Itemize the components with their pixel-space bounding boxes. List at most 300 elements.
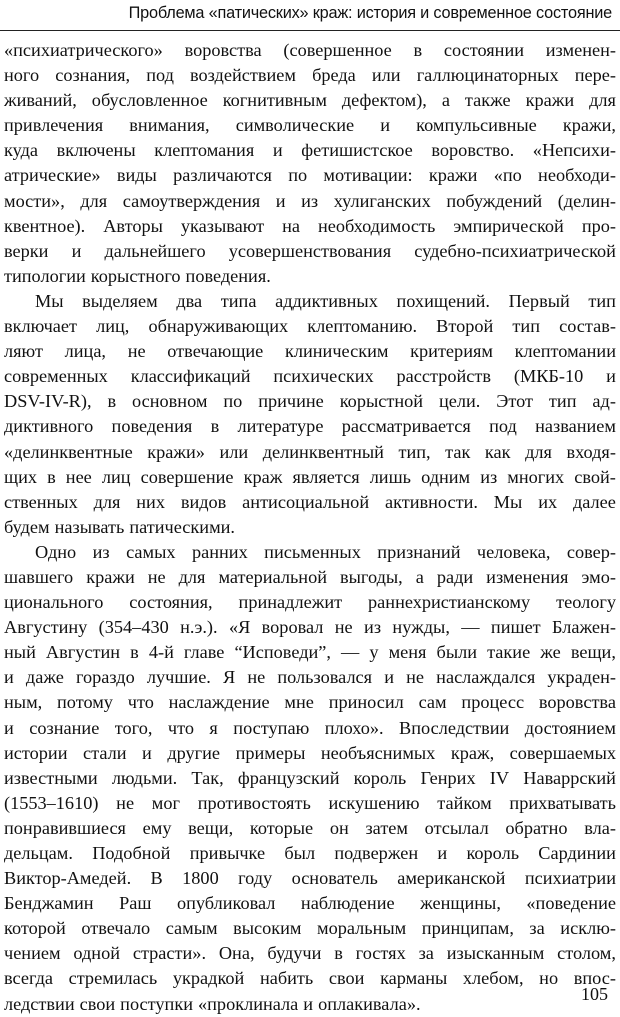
word: пользовался	[277, 667, 373, 688]
word: основном	[132, 391, 208, 412]
word: совер-	[566, 541, 616, 562]
word: сознания,	[55, 65, 131, 86]
word: обратно	[505, 817, 568, 838]
word: (МКБ-10	[513, 366, 584, 387]
word: на	[282, 215, 301, 236]
word: в	[47, 466, 56, 487]
word: далее	[572, 491, 616, 512]
word: по	[288, 165, 308, 186]
word: отсылал	[424, 817, 489, 838]
word: ледствии	[4, 993, 75, 1014]
word: включены	[56, 140, 136, 161]
word: того,	[114, 717, 153, 738]
word: будучи	[267, 943, 322, 964]
word: оплакивала».	[318, 993, 421, 1014]
word: король	[353, 767, 407, 788]
text-line	[4, 565, 616, 590]
word: атрические»	[4, 165, 101, 186]
word: побуждений	[446, 190, 543, 211]
word: прихватывать	[509, 792, 616, 813]
text-line	[4, 615, 616, 640]
word: классификаций	[130, 366, 251, 387]
word: теологу	[556, 592, 616, 613]
word: стремилась	[68, 968, 158, 989]
word: нужды,	[392, 617, 450, 638]
text-line	[4, 941, 616, 966]
word: лиц	[101, 466, 131, 487]
text-line	[4, 239, 616, 264]
word: были	[436, 642, 478, 663]
word: изменения	[486, 566, 569, 587]
word: 4-й	[148, 642, 174, 663]
word: «проклинала	[198, 993, 299, 1014]
word: типологии	[4, 265, 86, 286]
word: —	[341, 642, 360, 663]
text-line	[4, 590, 616, 615]
word: году	[238, 868, 273, 889]
word: французский	[237, 767, 340, 788]
word: называть	[54, 516, 125, 537]
word: также	[464, 90, 511, 111]
word: IV	[489, 767, 510, 788]
word: признаний	[377, 541, 461, 562]
word: тип	[588, 290, 616, 311]
word: поступки	[120, 993, 193, 1014]
word: по	[223, 391, 243, 412]
word: для	[589, 90, 616, 111]
word: принципам,	[421, 918, 514, 939]
text-line	[4, 540, 616, 565]
word: не	[334, 617, 353, 638]
word: и	[71, 240, 82, 261]
word: (1553–1610)	[4, 792, 99, 813]
text-line	[4, 465, 616, 490]
word: одной	[73, 943, 121, 964]
word: затем	[365, 817, 408, 838]
word: диктивного	[4, 416, 94, 437]
word: он	[329, 817, 349, 838]
word: Я	[223, 667, 236, 688]
word: антисоциальной	[242, 491, 370, 512]
word: психических	[273, 366, 374, 387]
word: самым	[165, 918, 218, 939]
word: из	[301, 190, 319, 211]
word: письменных	[264, 541, 361, 562]
word: чением	[4, 943, 61, 964]
word: В	[150, 868, 163, 889]
word: стали	[83, 742, 127, 763]
word: тип	[512, 316, 540, 337]
word: Генрих	[420, 767, 476, 788]
word: сам	[418, 692, 447, 713]
word: мне	[284, 692, 314, 713]
word: «делинквентные	[4, 441, 133, 462]
word: аддиктивных	[275, 290, 378, 311]
word: состоянии	[443, 40, 525, 60]
word: отвечающие	[167, 341, 264, 362]
word: не	[147, 566, 166, 587]
word: про-	[581, 215, 616, 236]
word: а	[441, 90, 450, 111]
word: кражи,	[562, 115, 616, 136]
word: активности.	[384, 491, 478, 512]
word: входя-	[566, 441, 616, 462]
word: ционального	[4, 592, 104, 613]
word: корыстного	[90, 265, 181, 286]
word: свой-	[574, 466, 616, 487]
text-line	[4, 866, 616, 891]
word: Впоследствии	[399, 717, 510, 738]
word: для	[93, 491, 121, 512]
word: галлюцинаторных	[416, 65, 559, 86]
word: женщины,	[420, 893, 501, 914]
word: эмпирической	[453, 215, 564, 236]
word: вла-	[584, 817, 616, 838]
word: корыстной	[339, 391, 424, 412]
word: ляют	[4, 341, 43, 362]
word: выгоды,	[340, 566, 403, 587]
word: совершение	[140, 466, 234, 487]
word: не	[127, 341, 146, 362]
word: воровал	[261, 617, 324, 638]
text-line	[4, 189, 616, 214]
word: Сардинии	[538, 843, 616, 863]
word: и	[272, 140, 283, 161]
word: я	[209, 717, 218, 738]
word: людьми.	[111, 767, 178, 788]
word: “Исповеди”,	[234, 642, 331, 663]
word: приносил	[328, 692, 404, 713]
word: обусловленное	[91, 90, 208, 111]
text-line	[4, 891, 616, 916]
word: самых	[126, 541, 176, 562]
text-line	[4, 515, 616, 540]
word: известными	[4, 767, 98, 788]
word: делинквентный	[262, 441, 384, 462]
word: так	[445, 441, 471, 462]
word: наслаждался	[436, 667, 536, 688]
word: или	[219, 441, 249, 462]
text-line	[4, 113, 616, 138]
word: моральным	[317, 918, 407, 939]
word: одним	[421, 466, 471, 487]
word: и	[142, 742, 152, 763]
word: изменен-	[545, 40, 616, 60]
word: названием	[535, 416, 616, 437]
word: в	[413, 40, 423, 60]
word: шавшего	[4, 566, 74, 587]
word: —	[461, 617, 480, 638]
word: и	[437, 843, 448, 863]
word: что	[127, 692, 154, 713]
word: всегда	[4, 968, 53, 989]
word: что	[167, 717, 194, 738]
word: Так,	[191, 767, 224, 788]
text-line	[4, 314, 616, 339]
word: ный	[4, 642, 36, 663]
word: у	[369, 642, 379, 663]
word: является	[292, 466, 360, 487]
word: лица,	[64, 341, 106, 362]
word: другие	[167, 742, 221, 763]
word: свои	[328, 968, 365, 989]
word: ради	[436, 566, 474, 587]
word: не	[406, 667, 425, 688]
word: отвечало	[81, 918, 151, 939]
word: ного	[4, 65, 40, 86]
word: будем	[4, 516, 50, 537]
word: нее	[65, 466, 92, 487]
word: материальной	[218, 566, 328, 587]
word: искушению	[328, 792, 420, 813]
word: даже	[25, 667, 64, 688]
word: Этот	[496, 391, 533, 412]
word: куда	[4, 140, 39, 161]
word: под	[489, 416, 517, 437]
word: изысканным	[446, 943, 545, 964]
word: клептоманию.	[307, 316, 418, 337]
word: «поведение	[526, 893, 616, 914]
word: свои	[79, 993, 116, 1014]
word: в	[107, 391, 117, 412]
text-line	[4, 440, 616, 465]
word: и	[380, 115, 391, 136]
word: Второй	[436, 316, 494, 337]
word: видов	[180, 491, 227, 512]
word: похищений.	[396, 290, 490, 311]
word: Виктор-Амедей.	[4, 868, 132, 889]
word: (354–430	[98, 617, 169, 638]
text-line	[4, 88, 616, 113]
word: «Непсихи-	[532, 140, 616, 161]
word: опубликовал	[176, 893, 276, 914]
word: патическими.	[129, 516, 236, 537]
word: столом,	[557, 943, 616, 964]
text-line	[4, 816, 616, 841]
text-line	[4, 389, 616, 414]
word: цели.	[438, 391, 481, 412]
word: современных	[4, 366, 108, 387]
word: поведения	[111, 416, 193, 437]
word: Первый	[508, 290, 570, 311]
word: впос-	[573, 968, 616, 989]
word: как	[484, 441, 511, 462]
text-line	[4, 640, 616, 665]
word: и	[303, 993, 314, 1014]
word: в	[210, 416, 220, 437]
word: обнаруживающих	[148, 316, 289, 337]
word: страсти».	[132, 943, 207, 964]
word: указывают	[180, 215, 265, 236]
text-line	[4, 38, 616, 63]
word: из	[480, 466, 498, 487]
word: которой	[4, 918, 66, 939]
word: них	[136, 491, 165, 512]
word: клептомания	[154, 140, 255, 161]
word: лишь	[369, 466, 412, 487]
word: воровство.	[431, 140, 515, 161]
word: типа	[220, 290, 257, 311]
text-line	[4, 766, 616, 791]
word: литературе	[237, 416, 324, 437]
word: подвержен	[334, 843, 419, 863]
word: основатель	[291, 868, 378, 889]
word: Августин	[45, 642, 121, 663]
word: гораздо	[75, 667, 135, 688]
word: причине	[258, 391, 324, 412]
word: их	[538, 491, 558, 512]
word: Мы	[493, 491, 523, 512]
word: мости»,	[4, 190, 65, 211]
text-line	[4, 992, 616, 1017]
word: ным,	[4, 692, 43, 713]
word: Блажен-	[552, 617, 616, 638]
word: Мы	[35, 290, 64, 311]
word: такие	[487, 642, 531, 663]
word: плохо».	[324, 717, 384, 738]
text-line	[4, 364, 616, 389]
text-line	[4, 716, 616, 741]
word: краж,	[450, 742, 495, 763]
word: мог	[151, 792, 180, 813]
word: Подобной	[92, 843, 171, 863]
word: достоянием	[524, 717, 616, 738]
word: потому	[57, 692, 113, 713]
word: виды	[116, 165, 157, 186]
text-line	[4, 138, 616, 163]
word: гостях	[355, 943, 406, 964]
word: и	[275, 190, 286, 211]
word: исклю-	[560, 918, 616, 939]
body-text	[4, 38, 616, 1017]
word: или	[371, 65, 401, 86]
word: за	[418, 943, 434, 964]
word: эмо-	[581, 566, 616, 587]
text-line	[4, 289, 616, 314]
word: принадлежит	[238, 592, 343, 613]
word: щих	[4, 466, 38, 487]
text-line	[4, 490, 616, 515]
word: под	[146, 65, 174, 86]
word: ему	[142, 817, 172, 838]
word: сознание	[29, 717, 100, 738]
word: судебно-психиатрической	[414, 240, 616, 261]
word: пере-	[574, 65, 616, 86]
word: совершаемых	[509, 742, 616, 763]
text-line	[4, 414, 616, 439]
word: (делин-	[557, 190, 616, 211]
word: расстройств	[396, 366, 492, 387]
word: за	[529, 918, 545, 939]
text-line	[4, 214, 616, 239]
word: кражи	[428, 165, 478, 186]
word: внимания,	[129, 115, 210, 136]
word: усовершенствования	[228, 240, 392, 261]
word: истории	[4, 742, 68, 763]
page-number: 105	[581, 984, 608, 1004]
word: украдкой	[172, 968, 245, 989]
text-line	[4, 63, 616, 88]
word: американской	[397, 868, 506, 889]
word: верки	[4, 240, 49, 261]
word: не	[247, 667, 266, 688]
word: воровства	[184, 40, 262, 60]
word: для	[80, 190, 108, 211]
word: Наваррский	[523, 767, 616, 788]
text-line	[4, 339, 616, 364]
word: для	[178, 566, 206, 587]
word: DSV-IV-R),	[4, 391, 92, 412]
word: выделяем	[82, 290, 158, 311]
word: пишет	[490, 617, 541, 638]
text-line	[4, 690, 616, 715]
word: карманы	[380, 968, 448, 989]
word: привлечения	[4, 115, 104, 136]
word: символические	[235, 115, 355, 136]
word: король	[466, 843, 520, 863]
word: ад-	[592, 391, 616, 412]
word: клептомании	[514, 341, 616, 362]
text-line	[4, 741, 616, 766]
word: тайком	[437, 792, 492, 813]
word: наблюдение	[300, 893, 395, 914]
word: не	[116, 792, 135, 813]
word: бреда	[312, 65, 356, 86]
word: Бенджамин	[4, 893, 94, 914]
word: квентное).	[4, 215, 86, 236]
word: лиц,	[96, 316, 130, 337]
word: психиатрии	[524, 868, 616, 889]
word: Авторы	[103, 215, 163, 236]
word: раннехристианскому	[368, 592, 531, 613]
text-line	[4, 966, 616, 991]
word: лучшие.	[146, 667, 211, 688]
word: человека,	[476, 541, 551, 562]
word: Одно	[35, 541, 77, 562]
word: привычке	[189, 843, 266, 863]
word: главе	[183, 642, 225, 663]
word: хулиганских	[333, 190, 431, 211]
running-title: Проблема «патических» краж: история и современное состояние	[128, 4, 612, 22]
text-line	[4, 841, 616, 866]
running-header	[0, 0, 620, 31]
word: которые	[249, 817, 314, 838]
word: понравившиеся	[4, 817, 126, 838]
word: «психиатрического»	[4, 40, 163, 60]
word: н.э.).	[180, 617, 218, 638]
word: живаний,	[4, 90, 77, 111]
word: дельцам.	[4, 843, 73, 863]
word: поведения.	[185, 265, 271, 286]
word: дефектом),	[341, 90, 427, 111]
word: Раш	[119, 893, 152, 914]
text-line	[4, 163, 616, 188]
word: и	[4, 667, 14, 688]
word: необъяснимых	[320, 742, 436, 763]
word: для	[525, 441, 552, 462]
word: и	[606, 366, 616, 387]
word: включает	[4, 316, 78, 337]
word: противостоять	[197, 792, 311, 813]
word: из	[364, 617, 382, 638]
word: вещи,	[188, 817, 234, 838]
word: необходи-	[538, 165, 616, 186]
text-line	[4, 916, 616, 941]
word: набить	[259, 968, 314, 989]
word: украден-	[547, 667, 616, 688]
word: тип,	[398, 441, 431, 462]
word: краж	[243, 466, 283, 487]
